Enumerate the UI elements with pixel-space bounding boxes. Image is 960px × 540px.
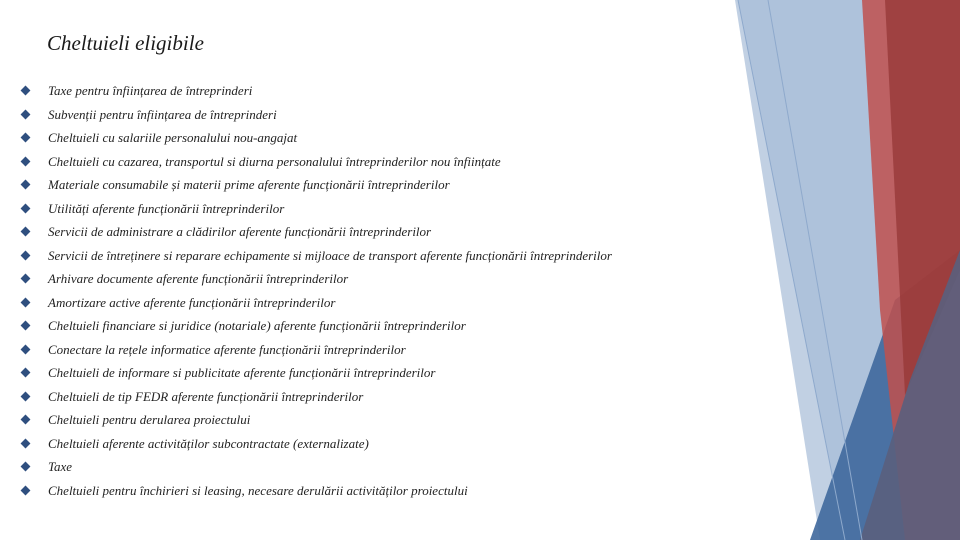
list-item-text: Cheltuieli financiare si juridice (notariale) aferente funcționării întreprinderilor	[48, 318, 466, 333]
list-item-text: Subvenții pentru înființarea de întreprinderi	[48, 106, 277, 122]
list-item-text: Conectare la rețele informatice aferente funcționării întreprinderilor	[48, 341, 406, 357]
list-item-text: Amortizare active aferente funcționării întreprinderilor	[48, 294, 336, 310]
list-item-text: Cheltuieli de tip FEDR aferente funcționării întreprinderilor	[48, 388, 364, 404]
list-item-text: Utilități aferente funcționării întreprinderilor	[48, 200, 285, 216]
list-item-text: Servicii de administrare a clădirilor aferente funcționării întreprinderilor	[48, 224, 432, 239]
list-item-text: Cheltuieli aferente activităților subcontractate (externalizate)	[48, 435, 369, 451]
list-item-text: Cheltuieli pentru derularea proiectului	[48, 412, 251, 427]
list-item-text: Arhivare documente aferente funcționării întreprinderilor	[48, 271, 349, 286]
list-item-text: Taxe pentru înființarea de întreprinderi	[48, 83, 253, 98]
list-item-text: Servicii de întreținere si reparare echipamente si mijloace de transport aferente funcționării întreprinderilor	[48, 247, 612, 263]
list-item-text: Cheltuieli cu cazarea, transportul si diurna personalului întreprinderilor nou înființate	[48, 153, 501, 169]
list-item-text: Cheltuieli de informare si publicitate aferente funcționării întreprinderilor	[48, 365, 436, 380]
list-item-text: Taxe	[48, 459, 73, 474]
list-item-text: Materiale consumabile și materii prime aferente funcționării întreprinderilor	[48, 177, 450, 192]
list-item-text: Cheltuieli pentru închirieri si leasing, necesare derulării activităților proiectului	[48, 482, 468, 498]
list-item-text: Cheltuieli cu salariile personalului nou-angajat	[48, 130, 298, 145]
slide-title: Cheltuieli eligibile	[47, 31, 204, 55]
